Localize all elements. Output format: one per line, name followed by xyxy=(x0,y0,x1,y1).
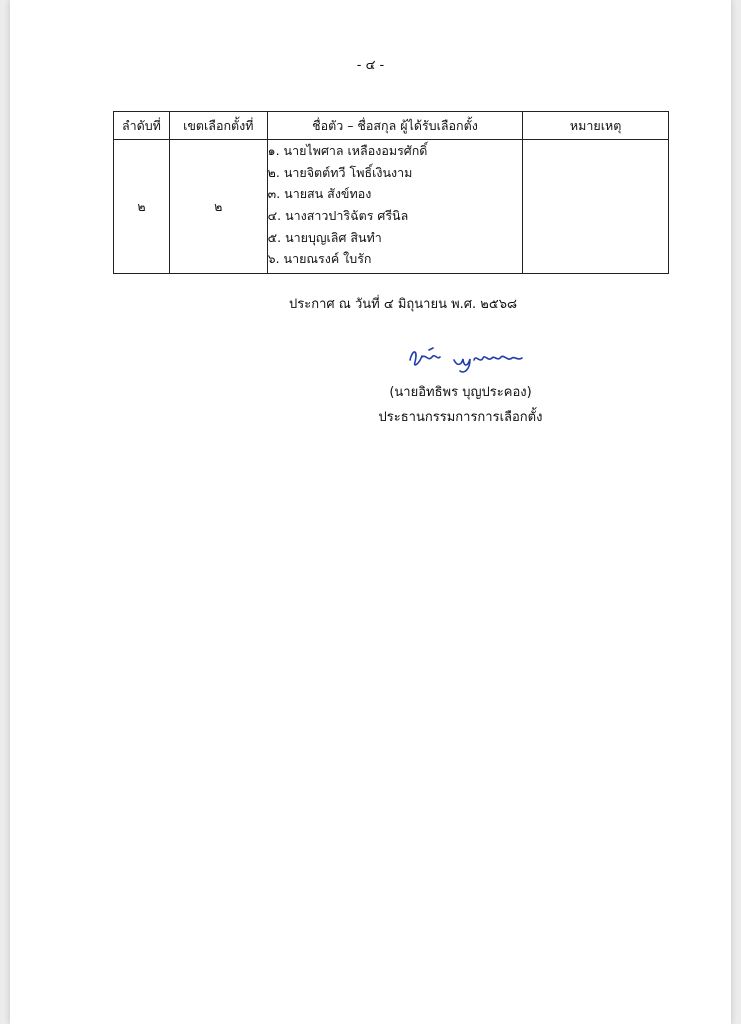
page-number: - ๔ - xyxy=(356,58,385,73)
header-district: เขตเลือกตั้งที่ xyxy=(169,112,267,140)
list-item: ๕. นายบุญเลิศ สินทำ xyxy=(267,229,382,245)
header-order: ลำดับที่ xyxy=(114,112,170,140)
announcement-date: ประกาศ ณ วันที่ ๔ มิถุนายน พ.ศ. ๒๕๖๘ xyxy=(289,297,517,312)
elected-names-list xyxy=(268,140,523,270)
cell-names xyxy=(267,140,523,274)
signer-position: ประธานกรรมการการเลือกตั้ง xyxy=(378,410,543,425)
header-names: ชื่อตัว – ชื่อสกุล ผู้ได้รับเลือกตั้ง xyxy=(267,112,523,140)
handwritten-signature xyxy=(404,344,544,374)
list-item: ๓. นายสน สังข์ทอง xyxy=(267,186,372,202)
election-result-table xyxy=(113,111,669,274)
table-header-row xyxy=(114,112,669,140)
signer-name: (นายอิทธิพร บุญประคอง) xyxy=(389,385,532,400)
list-item: ๑. นายไพศาล เหลืองอมรศักดิ์ xyxy=(267,143,428,158)
list-item: ๖. นายณรงค์ ใบรัก xyxy=(267,251,372,267)
cell-note xyxy=(523,140,669,274)
cell-order: ๒ xyxy=(114,140,170,274)
list-item: ๒. นายจิตต์ทวี โพธิ์เงินงาม xyxy=(267,164,413,180)
header-note: หมายเหตุ xyxy=(523,112,669,140)
cell-district: ๒ xyxy=(169,140,267,274)
table-row xyxy=(114,140,669,274)
list-item: ๔. นางสาวปาริฉัตร ศรีนิล xyxy=(267,208,409,224)
